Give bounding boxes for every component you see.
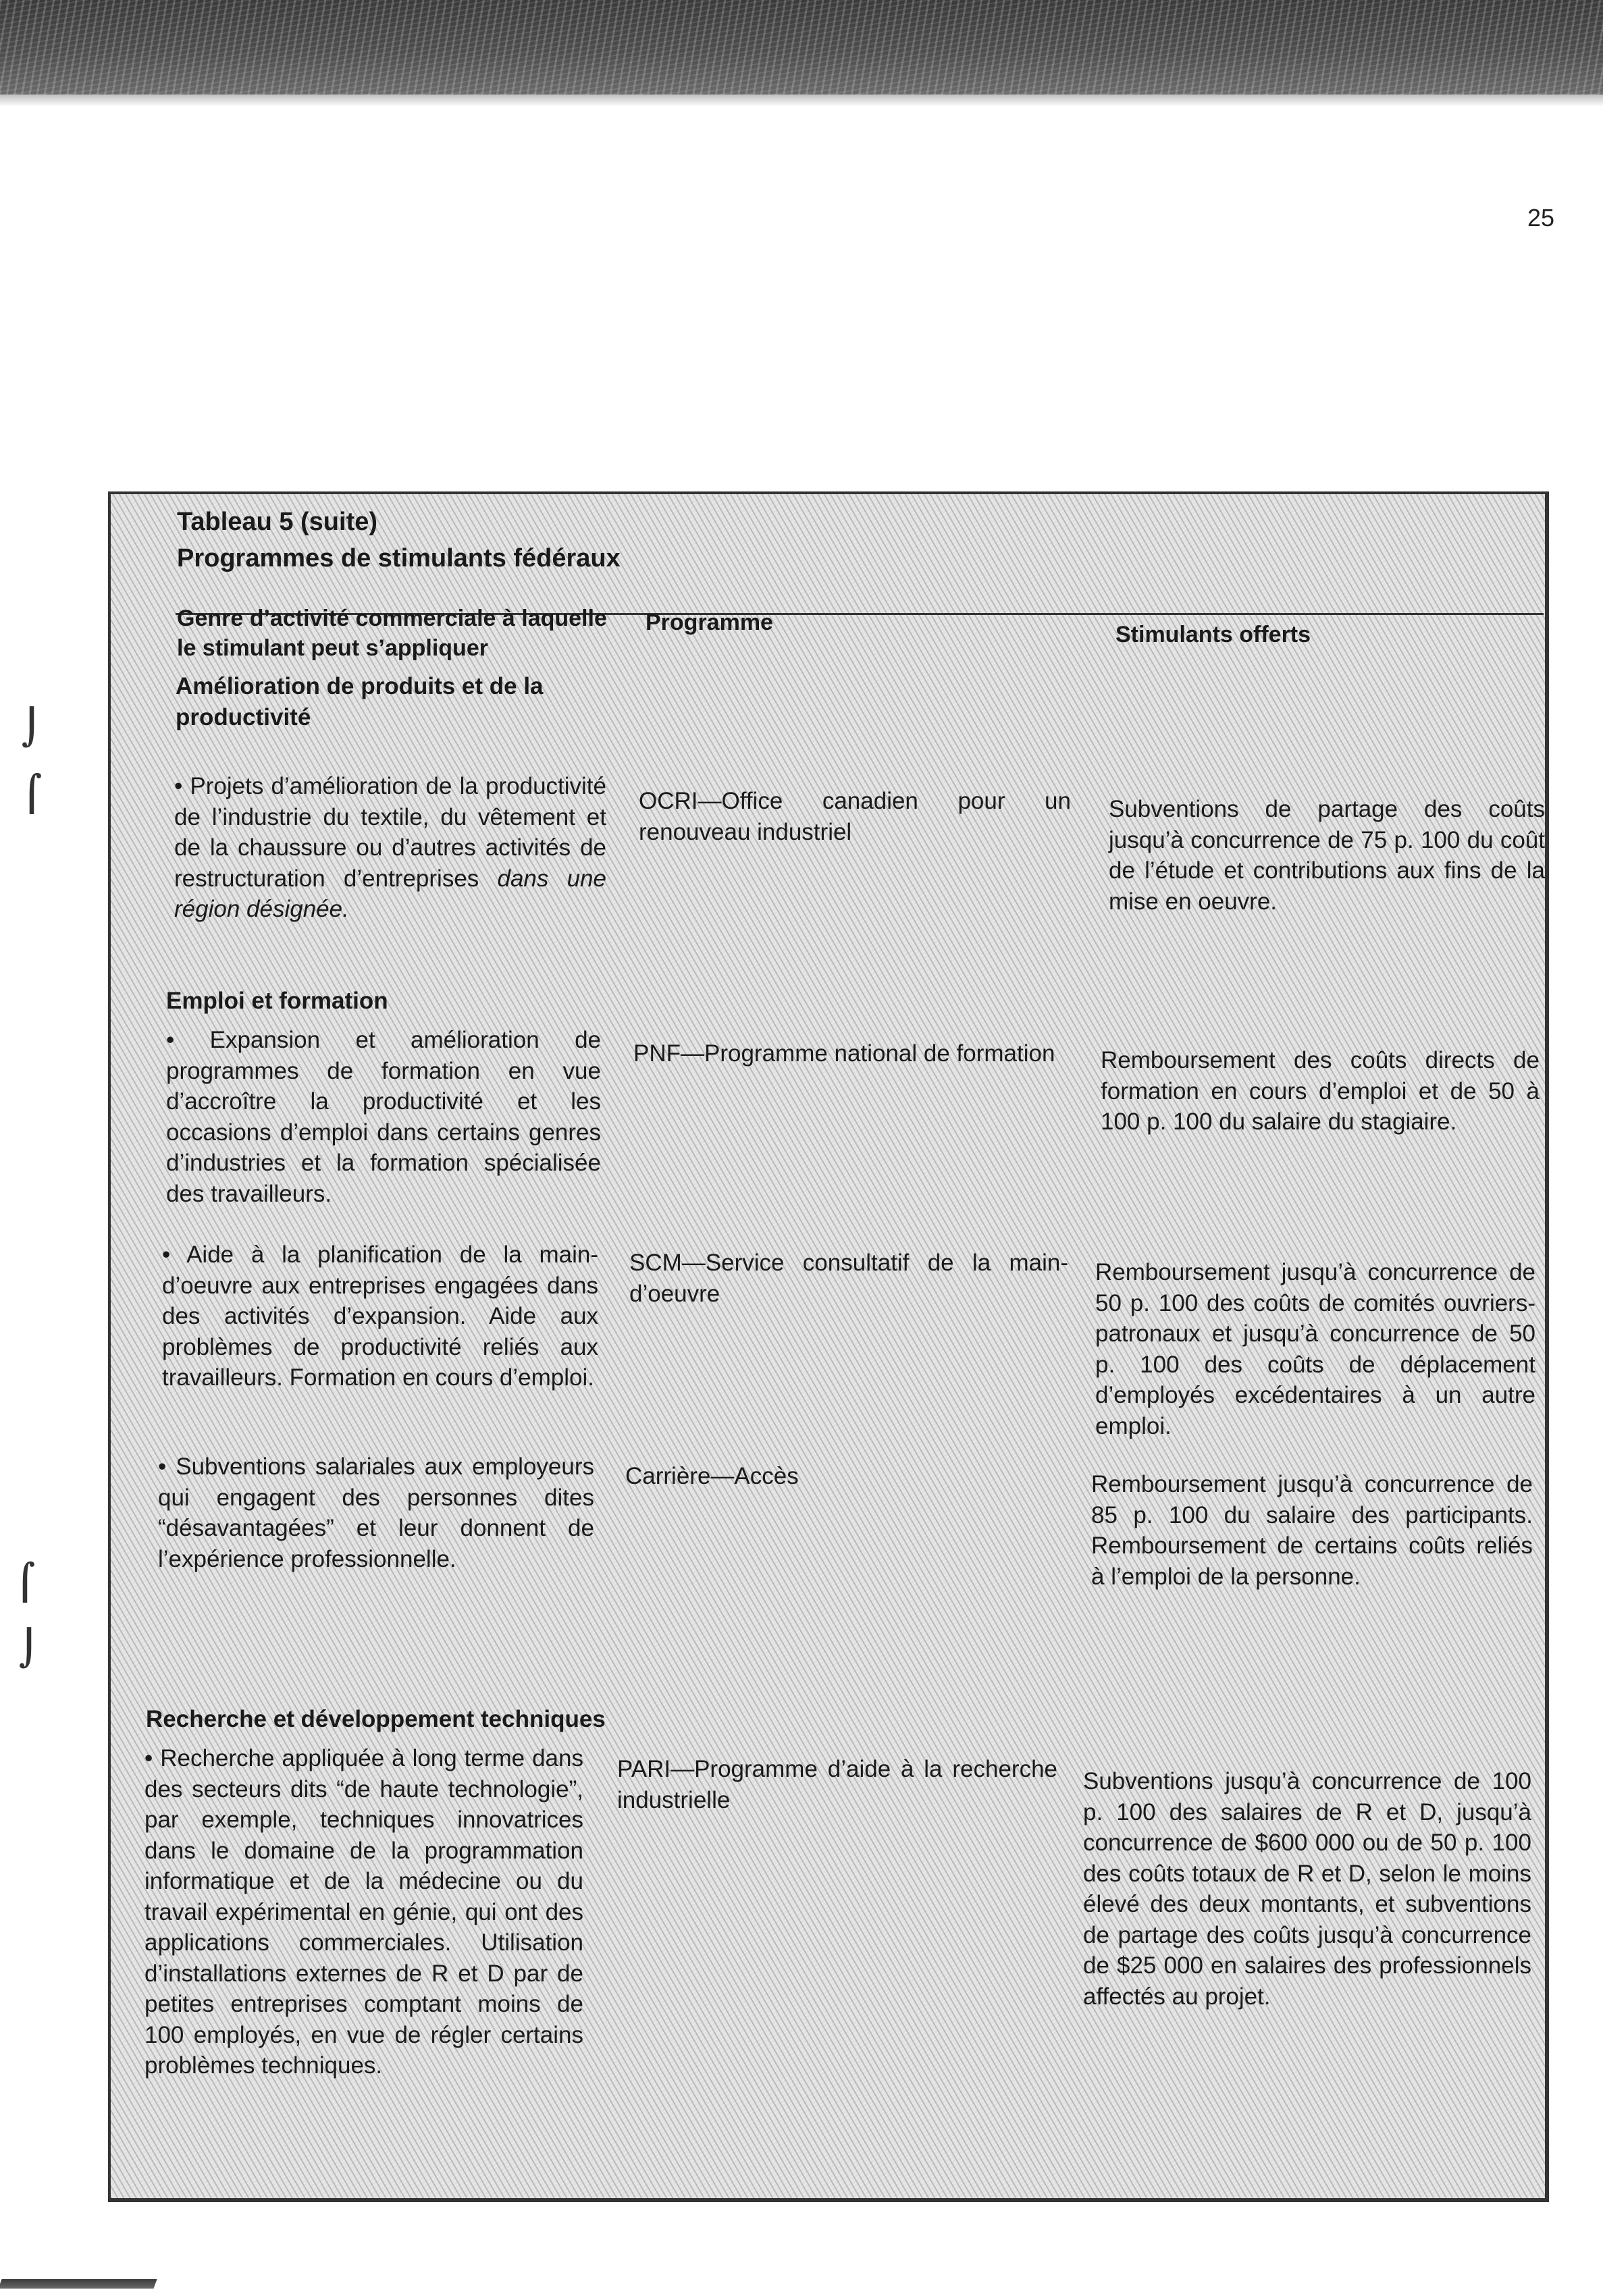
row-program-carriere: Carrière—Accès	[625, 1463, 799, 1489]
section-heading-employment: Emploi et formation	[166, 988, 388, 1014]
scan-bottom-mark	[0, 2279, 157, 2289]
column-header-activity: Genre d’activité commerciale à laquelle le stimulant peut s’appliquer	[177, 606, 607, 661]
federal-incentives-table	[108, 491, 1549, 2202]
row-activity-scm: • Aide à la planification de la main-d’oeuvre aux entreprises engagées dans des activités d’expansion. Aide aux problèmes de productivité reliés aux travailleurs. Formation en cours d’emploi.	[162, 1242, 598, 1391]
margin-scan-mark: ⌠	[22, 773, 43, 814]
table-title: Tableau 5 (suite)	[177, 508, 378, 536]
margin-scan-mark: ⌠	[15, 1561, 36, 1603]
column-header-incentives: Stimulants offerts	[1115, 622, 1311, 647]
row-activity-pari: • Recherche appliquée à long terme dans des secteurs dits “de haute technologie”, par exemple, techniques innovatrices dans le domaine de la programmation informatique et de la médecine ou du travail expérimental en génie, qui ont des applications commerciales. Utilisation d’installations externes de R et D par de petites entreprises comptant moins de 100 employés, en vue de régler certains problèmes techniques.	[144, 1745, 583, 2079]
row-program-pari: PARI—Programme d’aide à la recherche industrielle	[617, 1756, 1057, 1813]
margin-scan-mark: ⌡	[19, 1628, 40, 1669]
margin-scan-mark: ⌡	[22, 707, 43, 748]
row-program-ocri: OCRI—Office canadien pour un renouveau industriel	[639, 788, 1071, 845]
scan-top-strip-shadow	[0, 95, 1603, 107]
section-heading-research: Recherche et développement techniques	[146, 1706, 606, 1732]
row-activity-carriere: • Subventions salariales aux employeurs qui engagent des personnes dites “désavantagées” et leur donnent de l’expérience professionnelle.	[158, 1453, 594, 1572]
page-number: 25	[1527, 204, 1555, 232]
row-incentive-pari: Subventions jusqu’à concurrence de 100 p. 100 des salaires de R et D, jusqu’à concurrence de $600 000 ou de 50 p. 100 des coûts totaux de R et D, selon le moins élevé des deux montants, et subventions de partage des coûts jusqu’à concurrence de $25 000 en salaires des professionnels affectés au projet.	[1083, 1768, 1531, 2010]
row-program-scm: SCM—Service consultatif de la main-d’oeuvre	[629, 1250, 1068, 1307]
activity-text: • Projets d’amélioration de la productivité de l’industrie du textile, du vêtement et de la chaussure ou d’autres activités de restructuration d’entreprises	[174, 773, 606, 892]
row-incentive-pnf: Remboursement des coûts directs de formation en cours d’emploi et de 50 à 100 p. 100 du salaire du stagiaire.	[1101, 1047, 1540, 1135]
column-header-program: Programme	[646, 610, 773, 635]
row-activity-pnf: • Expansion et amélioration de programmes de formation en vue d’accroître la productivité et les occasions d’emploi dans certains genres d’industries et la formation spécialisée des travailleurs.	[166, 1027, 601, 1207]
row-incentive-scm: Remboursement jusqu’à concurrence de 50 p. 100 des coûts de comités ouvriers-patronaux et jusqu’à concurrence de 50 p. 100 des coûts de déplacement d’employés excédentaires à un autre emploi.	[1095, 1259, 1535, 1439]
row-program-pnf: PNF—Programme national de formation	[633, 1040, 1055, 1067]
row-activity-ocri	[174, 771, 606, 925]
activity-text-italic: dans une région désignée.	[174, 865, 606, 922]
row-incentive-ocri: Subventions de partage des coûts jusqu’à concurrence de 75 p. 100 du coût de l’étude et contributions aux fins de la mise en oeuvre.	[1109, 796, 1545, 915]
section-heading-productivity: Amélioration de produits et de la productivité	[176, 673, 544, 730]
row-incentive-carriere: Remboursement jusqu’à concurrence de 85 p. 100 du salaire des participants. Remboursement de certains coûts reliés à l’emploi de la personne.	[1091, 1471, 1533, 1590]
table-subtitle: Programmes de stimulants fédéraux	[177, 544, 621, 572]
scan-top-strip	[0, 0, 1603, 95]
